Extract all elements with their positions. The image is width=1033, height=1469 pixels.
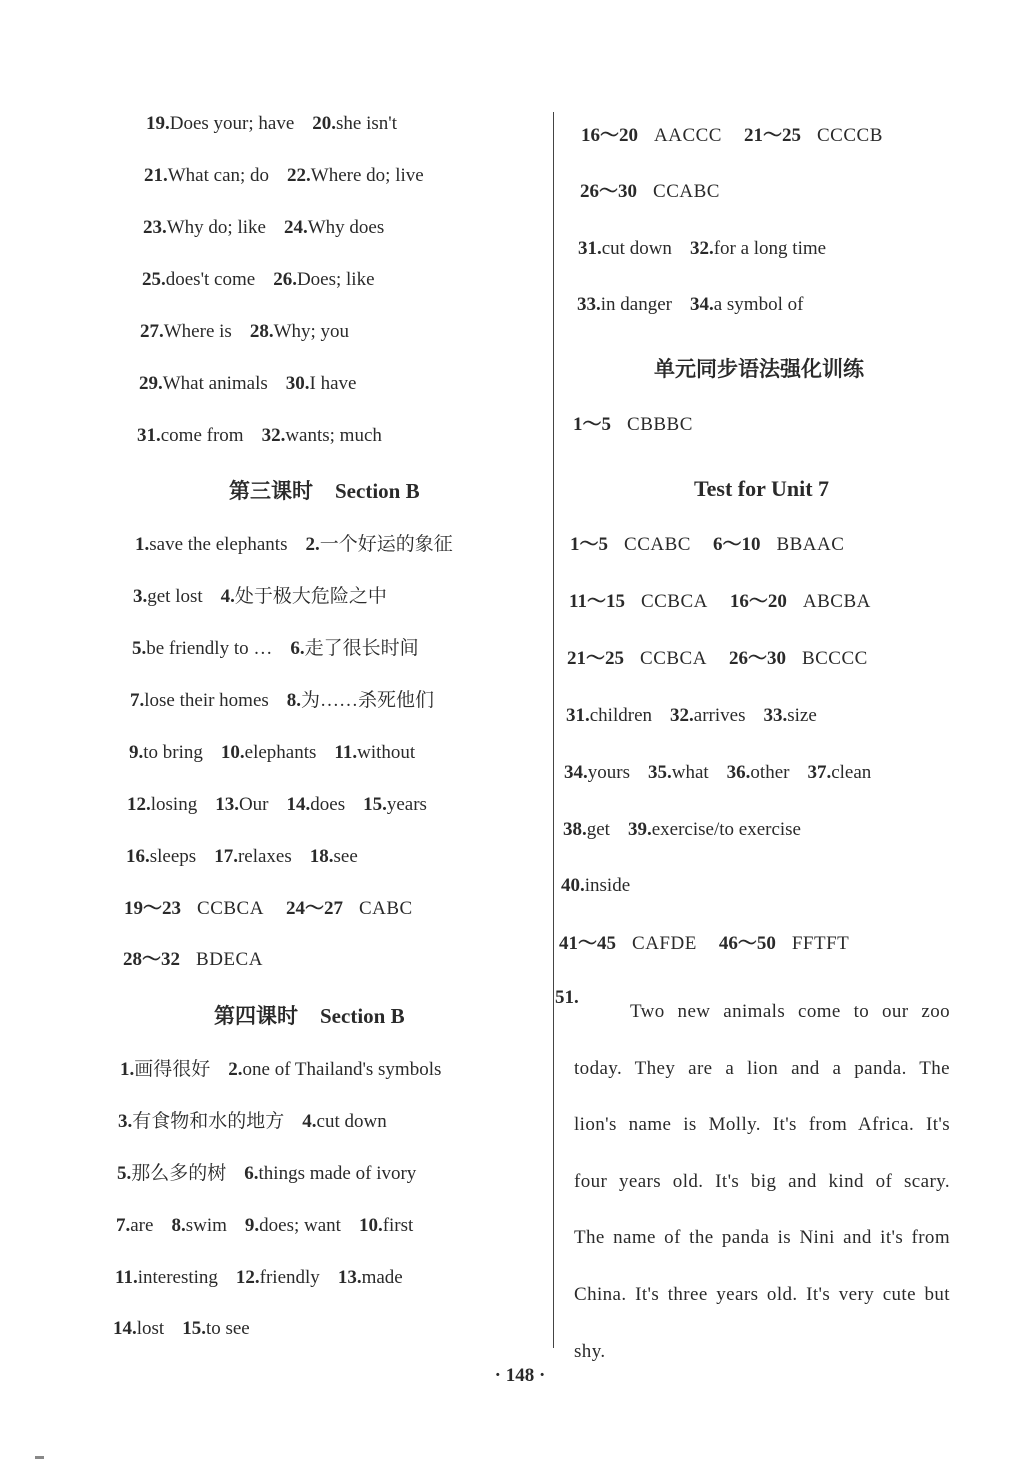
answer-text: without — [357, 742, 416, 763]
answer-item — [120, 1059, 210, 1080]
answer-line — [146, 112, 397, 136]
answer-text: 处于极大危险之中 — [234, 586, 387, 607]
answer-item — [129, 742, 203, 763]
answer-text: to see — [205, 1318, 250, 1339]
answer-text: does — [310, 794, 346, 815]
answer-text: cut down — [316, 1111, 387, 1132]
answer-number: 3. — [133, 586, 148, 607]
answer-item — [561, 875, 630, 896]
answer-text: wants; much — [285, 425, 382, 446]
answer-text: years — [386, 794, 427, 815]
answer-text: made — [361, 1267, 403, 1288]
answer-item — [221, 586, 387, 607]
answer-text: swim — [185, 1215, 227, 1236]
answer-item — [284, 217, 384, 238]
range-answers: BDECA — [196, 949, 263, 970]
test-heading: Test for Unit 7 — [694, 476, 830, 501]
answer-item — [132, 638, 272, 659]
page-number — [470, 1365, 570, 1387]
essay-text: Two new animals come to our zoo today. They are a lion and a panda. The lion's name is Molly. It's from Africa. It's four years old. It's big and kind of scary. The name of the panda is Nini and it's from China. It's three years old. It's very cute but shy. — [574, 1001, 950, 1362]
answer-line — [113, 1317, 250, 1341]
answer-number: 13. — [337, 1267, 362, 1288]
answer-item — [628, 819, 801, 840]
answer-line — [132, 637, 419, 661]
range-answers: CCBCA — [640, 591, 708, 612]
range-label: 16～20 — [729, 591, 787, 612]
range-answers: BCCCC — [801, 648, 868, 669]
range-answers: CCCCB — [817, 125, 883, 146]
answer-item — [273, 269, 374, 290]
answer-number: 3. — [118, 1111, 133, 1132]
answer-text: 走了很长时间 — [304, 638, 419, 659]
answer-number: 26. — [273, 269, 297, 290]
answer-item — [117, 1163, 226, 1184]
answer-number: 23. — [143, 217, 167, 238]
answer-item — [290, 638, 418, 659]
section-heading-cn: 第四课时 — [214, 1003, 298, 1028]
answer-text: Does; like — [296, 269, 375, 290]
page-number-value: 148 — [505, 1365, 535, 1386]
answer-text: What animals — [162, 373, 268, 394]
answer-text: does; want — [259, 1215, 341, 1236]
answer-text: she isn't — [336, 113, 397, 134]
answer-text: get — [586, 819, 610, 840]
range-answers: AACCC — [654, 125, 722, 146]
answer-text: other — [750, 762, 790, 783]
answer-text: 一个好运的象征 — [319, 534, 453, 555]
answer-line — [143, 216, 384, 240]
answer-number: 34. — [564, 762, 588, 783]
answer-text: exercise/to exercise — [651, 819, 801, 840]
answer-text: does't come — [165, 269, 256, 290]
answer-text: first — [382, 1215, 414, 1236]
section-heading — [214, 1003, 405, 1029]
answer-item — [648, 762, 709, 783]
answer-item — [566, 705, 652, 726]
answer-item — [807, 762, 871, 783]
answer-item — [137, 425, 244, 446]
answer-number: 31. — [578, 238, 602, 259]
answer-text: Our — [238, 794, 269, 815]
answer-item — [244, 1163, 416, 1184]
answer-number: 7. — [116, 1215, 131, 1236]
answer-number: 27. — [140, 321, 164, 342]
answer-text: Where do; live — [310, 165, 424, 186]
answer-number: 17. — [214, 846, 238, 867]
answer-text: lost — [136, 1318, 165, 1339]
answer-line — [130, 689, 434, 713]
answer-number: 30. — [285, 373, 310, 394]
answer-item — [245, 1215, 341, 1236]
answer-text: size — [787, 705, 817, 726]
answer-line — [563, 818, 801, 842]
range-label: 28～32 — [123, 949, 181, 970]
answer-item — [143, 217, 266, 238]
answer-text: arrives — [693, 705, 746, 726]
section-heading-cn: 第三课时 — [229, 478, 313, 503]
answer-number: 8. — [286, 690, 302, 711]
answer-number: 34. — [689, 294, 714, 315]
answer-number: 15. — [363, 794, 387, 815]
range-label: 21～25 — [743, 125, 801, 146]
answer-text: see — [333, 846, 358, 867]
answer-text: cut down — [601, 238, 672, 259]
answer-text: Where is — [163, 321, 232, 342]
section-heading — [229, 478, 420, 504]
answer-number: 38. — [563, 819, 587, 840]
answer-text: losing — [150, 794, 198, 815]
answer-text: inside — [584, 875, 631, 896]
answer-text: Why; you — [273, 321, 350, 342]
answer-text: yours — [587, 762, 630, 783]
answer-item — [236, 1267, 320, 1288]
answer-number: 31. — [566, 705, 590, 726]
answer-line — [115, 1266, 403, 1290]
answer-number: 10. — [358, 1215, 383, 1236]
answer-number: 14. — [286, 794, 311, 815]
range-answers: CCABC — [624, 534, 691, 555]
answer-item — [127, 794, 197, 815]
answer-item — [250, 321, 349, 342]
answer-line — [566, 704, 817, 728]
answer-item — [139, 373, 268, 394]
answer-line — [561, 874, 630, 898]
answer-line — [564, 761, 871, 785]
answer-text: sleeps — [149, 846, 197, 867]
answer-number: 16. — [126, 846, 150, 867]
answer-item — [214, 846, 292, 867]
answer-item — [116, 1215, 153, 1236]
answer-line — [118, 1110, 387, 1134]
answer-number: 5. — [132, 638, 147, 659]
answer-text: save the elephants — [149, 534, 288, 555]
range-answers: BBAAC — [776, 534, 845, 555]
essay-label: 51. — [555, 987, 579, 1008]
answer-item — [287, 794, 346, 815]
answer-text: one of Thailand's symbols — [242, 1059, 442, 1080]
range-answers: CCBCA — [197, 898, 264, 919]
answer-number: 6. — [290, 638, 305, 659]
answer-item — [130, 690, 269, 711]
answer-number: 39. — [627, 819, 652, 840]
answer-item — [302, 1111, 386, 1132]
section-heading-en: Section B — [320, 1004, 405, 1028]
range-line — [580, 180, 720, 204]
range-label: 16～20 — [581, 125, 639, 146]
answer-text: to bring — [143, 742, 203, 763]
answer-text: come from — [160, 425, 244, 446]
range-answers: CAFDE — [632, 933, 697, 954]
answer-text: in danger — [600, 294, 672, 315]
answer-number: 32. — [261, 425, 286, 446]
range-line — [567, 647, 868, 671]
answer-text: what — [671, 762, 709, 783]
answer-number: 9. — [129, 742, 144, 763]
answer-text: be friendly to … — [146, 638, 273, 659]
answer-item — [763, 705, 816, 726]
section-heading-en: Section B — [335, 479, 420, 503]
answer-line — [129, 741, 415, 765]
grammar-heading: 单元同步语法强化训练 — [654, 356, 864, 381]
answer-item — [563, 819, 610, 840]
answer-number: 32. — [670, 705, 694, 726]
range-answers: FFTFT — [791, 933, 850, 954]
page-number-dot: · — [494, 1365, 501, 1386]
answer-number: 22. — [287, 165, 311, 186]
answer-text: are — [130, 1215, 154, 1236]
answer-number: 8. — [171, 1215, 186, 1236]
answer-number: 21. — [144, 165, 168, 186]
answer-number: 11. — [334, 742, 358, 763]
range-label: 21～25 — [567, 648, 625, 669]
answer-number: 29. — [139, 373, 163, 394]
answer-text: for a long time — [713, 238, 827, 259]
range-answers: CBBBC — [627, 414, 693, 435]
answer-item — [126, 846, 196, 867]
answer-number: 2. — [228, 1059, 243, 1080]
answer-number: 37. — [807, 762, 832, 783]
range-label: 24～27 — [285, 898, 343, 919]
answer-item — [577, 294, 672, 315]
range-label: 6～10 — [712, 534, 761, 555]
answer-number: 24. — [283, 217, 308, 238]
answer-text: Why do; like — [166, 217, 266, 238]
answer-number: 5. — [117, 1163, 132, 1184]
answer-number: 10. — [220, 742, 245, 763]
answer-item — [305, 534, 452, 555]
answer-number: 1. — [120, 1059, 135, 1080]
scan-mark — [35, 1456, 44, 1459]
answer-item — [334, 742, 415, 763]
range-line — [570, 533, 844, 557]
range-line — [581, 124, 883, 148]
answer-line — [133, 585, 387, 609]
answer-number: 13. — [215, 794, 239, 815]
range-answers: CCBCA — [640, 648, 707, 669]
answer-item — [670, 705, 745, 726]
answer-number: 4. — [220, 586, 235, 607]
column-divider — [553, 112, 554, 1348]
answer-item — [215, 794, 268, 815]
answer-text: Why does — [307, 217, 385, 238]
answer-number: 20. — [312, 113, 337, 134]
answer-text: lose their homes — [144, 690, 269, 711]
answer-number: 40. — [561, 875, 585, 896]
answer-line — [127, 793, 427, 817]
answer-line — [126, 845, 358, 869]
answer-item — [182, 1318, 250, 1339]
answer-line — [144, 164, 424, 188]
answer-number: 6. — [244, 1163, 259, 1184]
answer-item — [564, 762, 630, 783]
answer-item — [133, 586, 203, 607]
answer-line — [577, 293, 803, 317]
range-label: 1～5 — [570, 534, 609, 555]
answer-item — [363, 794, 427, 815]
answer-line — [139, 372, 356, 396]
answer-item — [146, 113, 294, 134]
page-number-dot: · — [539, 1365, 546, 1386]
answer-text: I have — [309, 373, 357, 394]
answer-number: 35. — [647, 762, 672, 783]
answer-number: 15. — [182, 1318, 206, 1339]
answer-item — [113, 1318, 164, 1339]
answer-text: elephants — [244, 742, 317, 763]
answer-item — [310, 846, 358, 867]
answer-text: Does your; have — [169, 113, 295, 134]
answer-item — [221, 742, 317, 763]
answer-number: 11. — [115, 1267, 138, 1288]
range-answers: CCABC — [653, 181, 720, 202]
range-line — [559, 932, 849, 956]
answer-item — [171, 1215, 226, 1236]
answer-text: interesting — [137, 1267, 218, 1288]
range-label: 46～50 — [718, 933, 776, 954]
answer-number: 14. — [113, 1318, 137, 1339]
answer-number: 12. — [127, 794, 151, 815]
answer-item — [262, 425, 382, 446]
answer-text: 那么多的树 — [131, 1163, 227, 1184]
answer-number: 18. — [309, 846, 334, 867]
answer-line — [140, 320, 349, 344]
answer-number: 4. — [302, 1111, 317, 1132]
answer-text: 为……杀死他们 — [301, 690, 435, 711]
answer-text: children — [589, 705, 653, 726]
answer-line — [137, 424, 382, 448]
range-line — [123, 948, 263, 972]
range-answers: CABC — [358, 898, 413, 919]
answer-text: get lost — [147, 586, 203, 607]
range-label: 26～30 — [580, 181, 638, 202]
answer-item — [118, 1111, 284, 1132]
answer-item — [144, 165, 269, 186]
answer-number: 7. — [130, 690, 145, 711]
answer-item — [338, 1267, 403, 1288]
answer-text: things made of ivory — [258, 1163, 417, 1184]
answer-text: a symbol of — [713, 294, 804, 315]
answer-text: 有食物和水的地方 — [132, 1111, 285, 1132]
answer-item — [578, 238, 672, 259]
answer-text: clean — [831, 762, 872, 783]
answer-item — [135, 534, 287, 555]
range-answers: ABCBA — [802, 591, 871, 612]
answer-number: 12. — [235, 1267, 260, 1288]
answer-number: 31. — [137, 425, 161, 446]
answer-number: 33. — [577, 294, 601, 315]
answer-text: friendly — [259, 1267, 320, 1288]
answer-item — [690, 294, 803, 315]
range-label: 41～45 — [559, 933, 617, 954]
answer-item — [359, 1215, 413, 1236]
answer-item — [287, 165, 424, 186]
answer-item — [727, 762, 790, 783]
answer-number: 1. — [135, 534, 150, 555]
answer-number: 9. — [244, 1215, 260, 1236]
answer-item — [287, 690, 434, 711]
answer-item — [286, 373, 357, 394]
range-line — [124, 897, 413, 921]
answer-line — [135, 533, 453, 557]
answer-number: 19. — [146, 113, 170, 134]
answer-item — [142, 269, 255, 290]
answer-item — [140, 321, 232, 342]
range-label: 19～23 — [124, 898, 182, 919]
answer-line — [120, 1058, 441, 1082]
answer-line — [116, 1214, 413, 1238]
answer-item — [312, 113, 397, 134]
range-label: 1～5 — [573, 414, 612, 435]
answer-item — [690, 238, 826, 259]
answer-line — [117, 1162, 416, 1186]
answer-line — [578, 237, 826, 261]
range-label: 11～15 — [569, 591, 625, 612]
answer-text: relaxes — [237, 846, 292, 867]
range-line — [569, 590, 871, 614]
answer-text: 画得很好 — [134, 1059, 211, 1080]
answer-text: What can; do — [167, 165, 270, 186]
answer-number: 28. — [249, 321, 274, 342]
answer-line — [142, 268, 375, 292]
answer-number: 25. — [142, 269, 166, 290]
answer-number: 32. — [689, 238, 714, 259]
answer-number: 36. — [726, 762, 751, 783]
range-line — [573, 413, 693, 437]
answer-number: 33. — [763, 705, 788, 726]
answer-number: 2. — [305, 534, 320, 555]
range-label: 26～30 — [728, 648, 786, 669]
answer-item — [115, 1267, 218, 1288]
answer-item — [228, 1059, 441, 1080]
